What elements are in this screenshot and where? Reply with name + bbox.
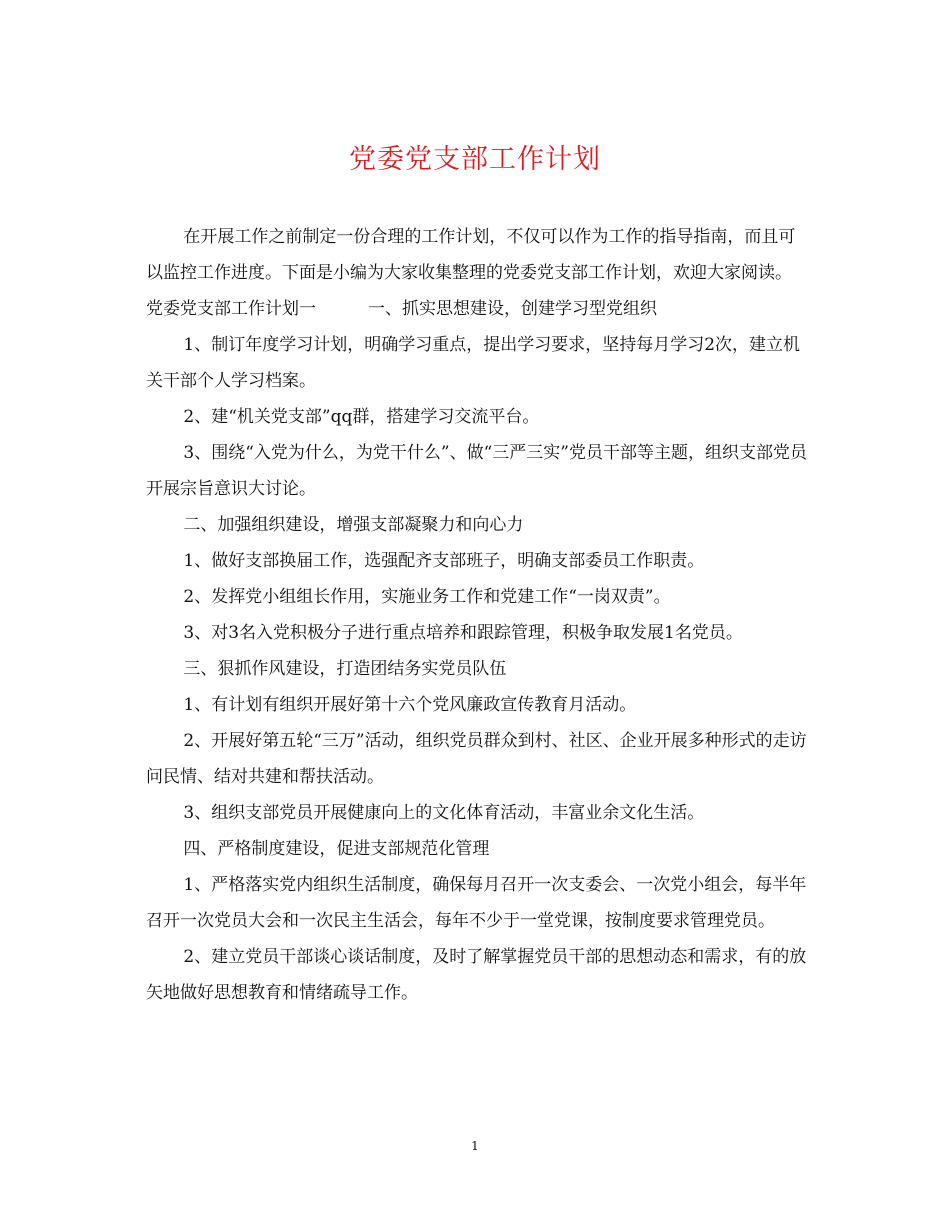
intro-paragraph: 在开展工作之前制定一份合理的工作计划，不仅可以作为工作的指导指南，而且可以监控工作进度。下面是小编为大家收集整理的党委党支部工作计划，欢迎大家阅读。 <box>146 227 796 283</box>
page-number: 1 <box>471 1139 479 1153</box>
section-3-heading: 三、狠抓作风建设，打造团结务实党员队伍 <box>183 659 507 679</box>
plan-label: 党委党支部工作计划一 <box>146 299 316 319</box>
section-3-item-3: 3、组织支部党员开展健康向上的文化体育活动，丰富业余文化生活。 <box>183 803 705 823</box>
plan-heading-line <box>146 291 810 327</box>
section-4-heading: 四、严格制度建设，促进支部规范化管理 <box>183 839 490 859</box>
section-3-item-1: 1、有计划有组织开展好第十六个党风廉政宣传教育月活动。 <box>183 695 637 715</box>
section-3-item-2: 2、开展好第五轮“三万”活动，组织党员群众到村、社区、企业开展多种形式的走访问民情、结对共建和帮扶活动。 <box>146 731 807 787</box>
section-2-item-2: 2、发挥党小组组长作用，实施业务工作和党建工作“一岗双责”。 <box>183 587 671 607</box>
section-4-item-2: 2、建立党员干部谈心谈话制度，及时了解掌握党员干部的思想动态和需求，有的放矢地做好思想教育和情绪疏导工作。 <box>146 947 807 1003</box>
section-2-item-1: 1、做好支部换届工作，选强配齐支部班子，明确支部委员工作职责。 <box>183 551 705 571</box>
document-title: 党委党支部工作计划 <box>349 144 601 175</box>
section-1-heading: 一、抓实思想建设，创建学习型党组织 <box>368 299 657 319</box>
section-1-item-3: 3、围绕“入党为什么，为党干什么”、做“三严三实”党员干部等主题，组织支部党员开展宗旨意识大讨论。 <box>146 443 807 499</box>
section-2-heading: 二、加强组织建设，增强支部凝聚力和向心力 <box>183 515 524 535</box>
section-4-item-1: 1、严格落实党内组织生活制度，确保每月召开一次支委会、一次党小组会，每半年召开一次党员大会和一次民主生活会，每年不少于一堂党课，按制度要求管理党员。 <box>146 875 807 931</box>
section-1-item-1: 1、制订年度学习计划，明确学习重点，提出学习要求，坚持每月学习2次，建立机关干部个人学习档案。 <box>146 335 801 391</box>
section-1-item-2: 2、建“机关党支部”qq群，搭建学习交流平台。 <box>183 407 540 427</box>
document-body <box>146 219 810 1011</box>
section-2-item-3: 3、对3名入党积极分子进行重点培养和跟踪管理，积极争取发展1名党员。 <box>183 623 743 643</box>
